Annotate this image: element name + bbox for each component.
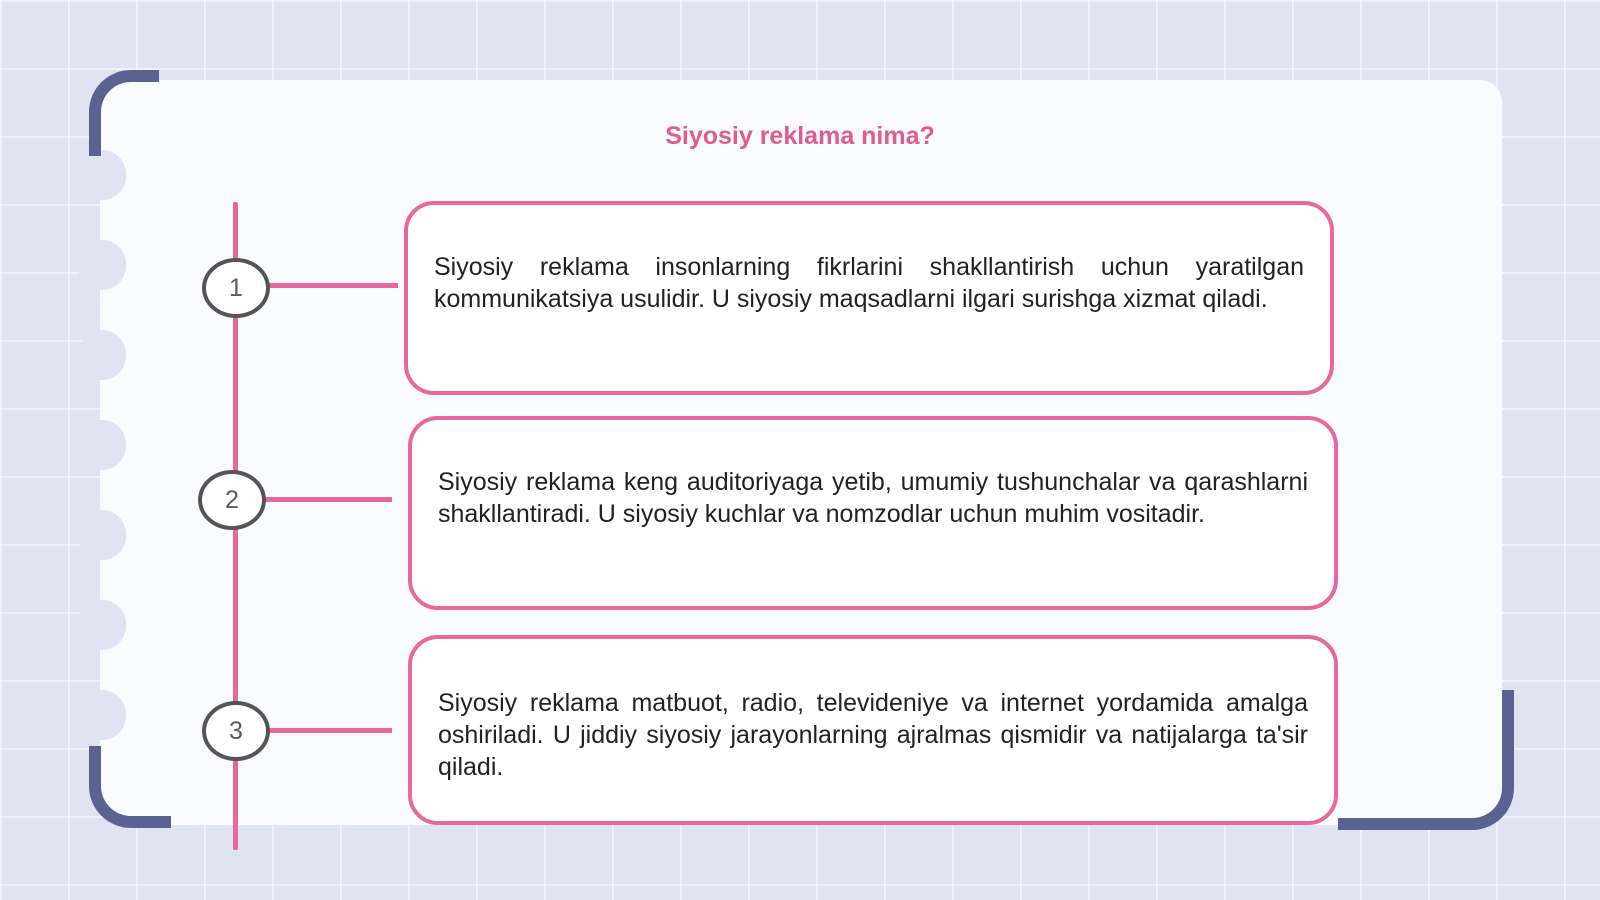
card-edge-scallop	[78, 150, 126, 200]
step-number-circle	[198, 470, 266, 530]
step-number: 3	[229, 716, 243, 745]
timeline-connector	[266, 728, 392, 733]
info-box-2	[408, 416, 1338, 610]
step-number: 2	[225, 485, 239, 514]
info-text: Siyosiy reklama insonlarning fikrlarini shakllantirish uchun yaratilgan kommunikatsiya usulidir. U siyosiy maqsadlarni ilgari surishga xizmat qiladi.	[434, 253, 1304, 313]
step-number-circle	[202, 258, 270, 318]
step-number-circle	[202, 701, 270, 761]
card-edge-scallop	[78, 510, 126, 560]
info-box-1	[404, 201, 1334, 395]
card-edge-scallop	[78, 330, 126, 380]
frame-corner-bottom-left	[89, 746, 171, 828]
info-text: Siyosiy reklama matbuot, radio, televideniye va internet yordamida amalga oshiriladi. U jiddiy siyosiy jarayonlarning ajralmas qismidir va natijalarga ta'sir qiladi.	[438, 689, 1308, 781]
timeline-connector	[266, 283, 398, 288]
frame-corner-bottom-right	[1338, 690, 1514, 830]
slide-title: Siyosiy reklama nima?	[665, 122, 935, 150]
info-box-3	[408, 635, 1338, 825]
card-edge-scallop	[78, 420, 126, 470]
info-text: Siyosiy reklama keng auditoriyaga yetib, umumiy tushunchalar va qarashlarni shakllantiradi. U siyosiy kuchlar va nomzodlar uchun muhim vositadir.	[438, 468, 1308, 528]
card-edge-scallop	[78, 600, 126, 650]
timeline-connector	[262, 497, 392, 502]
card-edge-scallop	[78, 240, 126, 290]
card-edge-scallop	[78, 690, 126, 740]
step-number: 1	[229, 273, 243, 302]
